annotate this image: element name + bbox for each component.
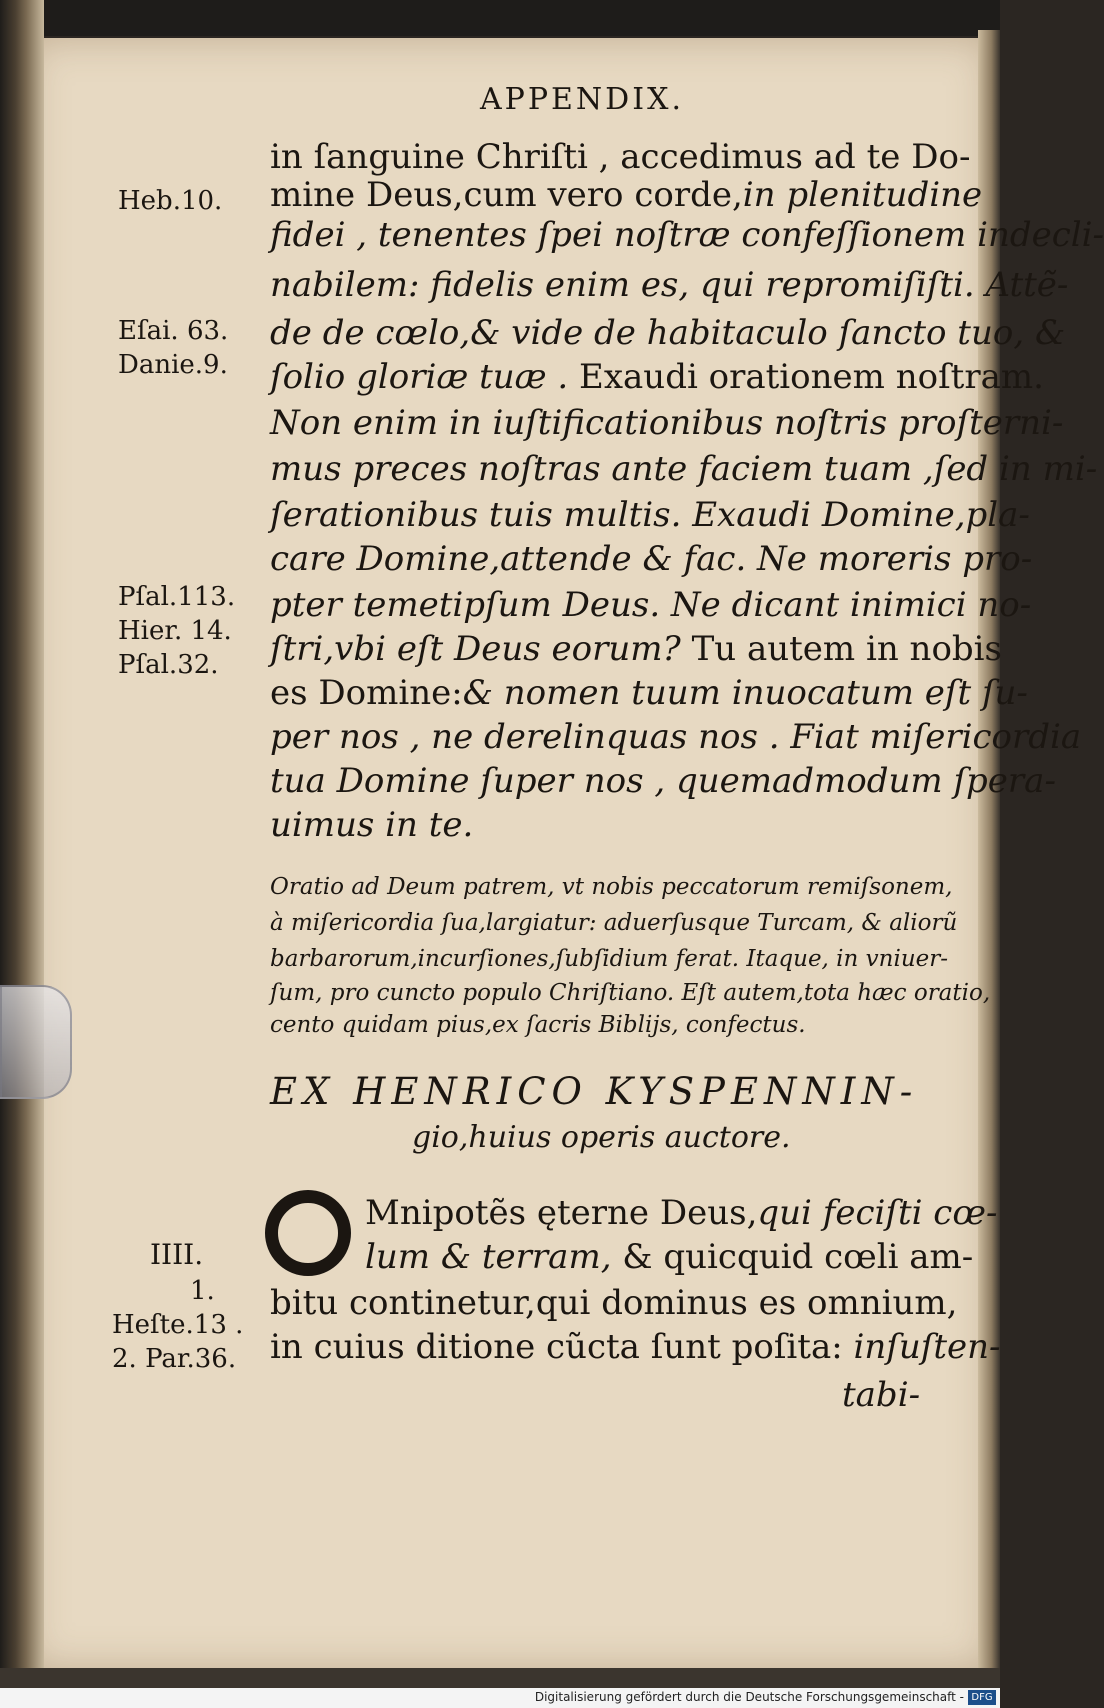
- margin-note: Heb.10.: [118, 186, 223, 216]
- margin-note: Hier. 14.: [118, 616, 232, 646]
- text-line: ſerationibus tuis multis. Exaudi Domine,pla-: [270, 495, 1030, 535]
- rubric-line: barbarorum,incurſiones,ſubſidium ferat. Itaque, in vniuer-: [270, 946, 949, 972]
- text-line: tua Domine ſuper nos , quemadmodum ſpera-: [270, 761, 1056, 801]
- text-line: ſtri,vbi eſt Deus eorum? Tu autem in nobis: [270, 629, 1002, 669]
- text-line: de de cœlo,& vide de habitaculo ſancto tuo, &: [270, 313, 1066, 353]
- margin-note: Heſte.13 .: [112, 1310, 244, 1340]
- text-line: per nos , ne derelinquas nos . Fiat miſericordia: [270, 717, 1082, 757]
- margin-note: 1.: [190, 1276, 215, 1306]
- text-line: mine Deus,cum vero corde,in plenitudine: [270, 175, 983, 215]
- text-line: fidei , tenentes ſpei noſtræ confeſſionem indecli-: [270, 215, 1104, 255]
- section-subheading: gio,huius operis auctore.: [412, 1120, 791, 1155]
- rubric-line: ſum, pro cuncto populo Chriſtiano. Eſt autem,tota hæc oratio,: [270, 980, 991, 1006]
- section-heading: EX HENRICO KYSPENNIN-: [270, 1070, 919, 1113]
- book-spine-edge: [0, 0, 44, 1708]
- page-clip: [0, 985, 72, 1099]
- catchword: tabi-: [842, 1375, 921, 1415]
- running-head: APPENDIX.: [480, 82, 684, 117]
- drop-cap-o-icon: [265, 1190, 351, 1276]
- scan-background-top: [0, 0, 1000, 36]
- text-line: ſolio gloriæ tuæ . Exaudi orationem noſtram.: [270, 357, 1044, 397]
- margin-note: IIII.: [150, 1238, 204, 1271]
- prayer-line: in cuius ditione cũcta ſunt poſita: inſuſten-: [270, 1327, 1001, 1367]
- margin-note: Pſal.113.: [118, 582, 236, 612]
- rubric-line: Oratio ad Deum patrem, vt nobis peccatorum remiſsonem,: [270, 874, 953, 900]
- text-line: in ſanguine Chriſti , accedimus ad te Do-: [270, 137, 971, 177]
- prayer-line: Mnipotẽs ęterne Deus,qui feciſti cœ-: [365, 1193, 998, 1233]
- rubric-line: à miſericordia ſua,largiatur: aduerſusque Turcam, & aliorũ: [270, 910, 958, 936]
- digitization-footer: [0, 1688, 1000, 1708]
- margin-note: Eſai. 63.: [118, 316, 229, 346]
- dfg-logo: DFG: [968, 1690, 996, 1705]
- text-line: care Domine,attende & fac. Ne moreris pro-: [270, 539, 1033, 579]
- prayer-line: bitu continetur,qui dominus es omnium,: [270, 1283, 958, 1323]
- footer-credit: Digitalisierung gefördert durch die Deutsche Forschungsgemeinschaft -: [534, 1690, 964, 1704]
- margin-note: Danie.9.: [118, 350, 228, 380]
- text-line: pter temetipſum Deus. Ne dicant inimici no-: [270, 585, 1032, 625]
- prayer-line: lum & terram, & quicquid cœli am-: [365, 1237, 974, 1277]
- text-line: nabilem: fidelis enim es, qui repromiſiſti. Attẽ-: [270, 265, 1069, 305]
- margin-note: Pſal.32.: [118, 650, 219, 680]
- rubric-line: cento quidam pius,ex ſacris Biblijs, confectus.: [270, 1012, 806, 1038]
- scan-background-bottom: [0, 1668, 1000, 1688]
- text-line: es Domine:& nomen tuum inuocatum eſt ſu-: [270, 673, 1028, 713]
- text-line: Non enim in iuſtificationibus noſtris proſterni-: [270, 403, 1064, 443]
- margin-note: 2. Par.36.: [112, 1344, 237, 1374]
- text-line: mus preces noſtras ante faciem tuam ,ſed in mi-: [270, 449, 1098, 489]
- text-line: uimus in te.: [270, 805, 474, 845]
